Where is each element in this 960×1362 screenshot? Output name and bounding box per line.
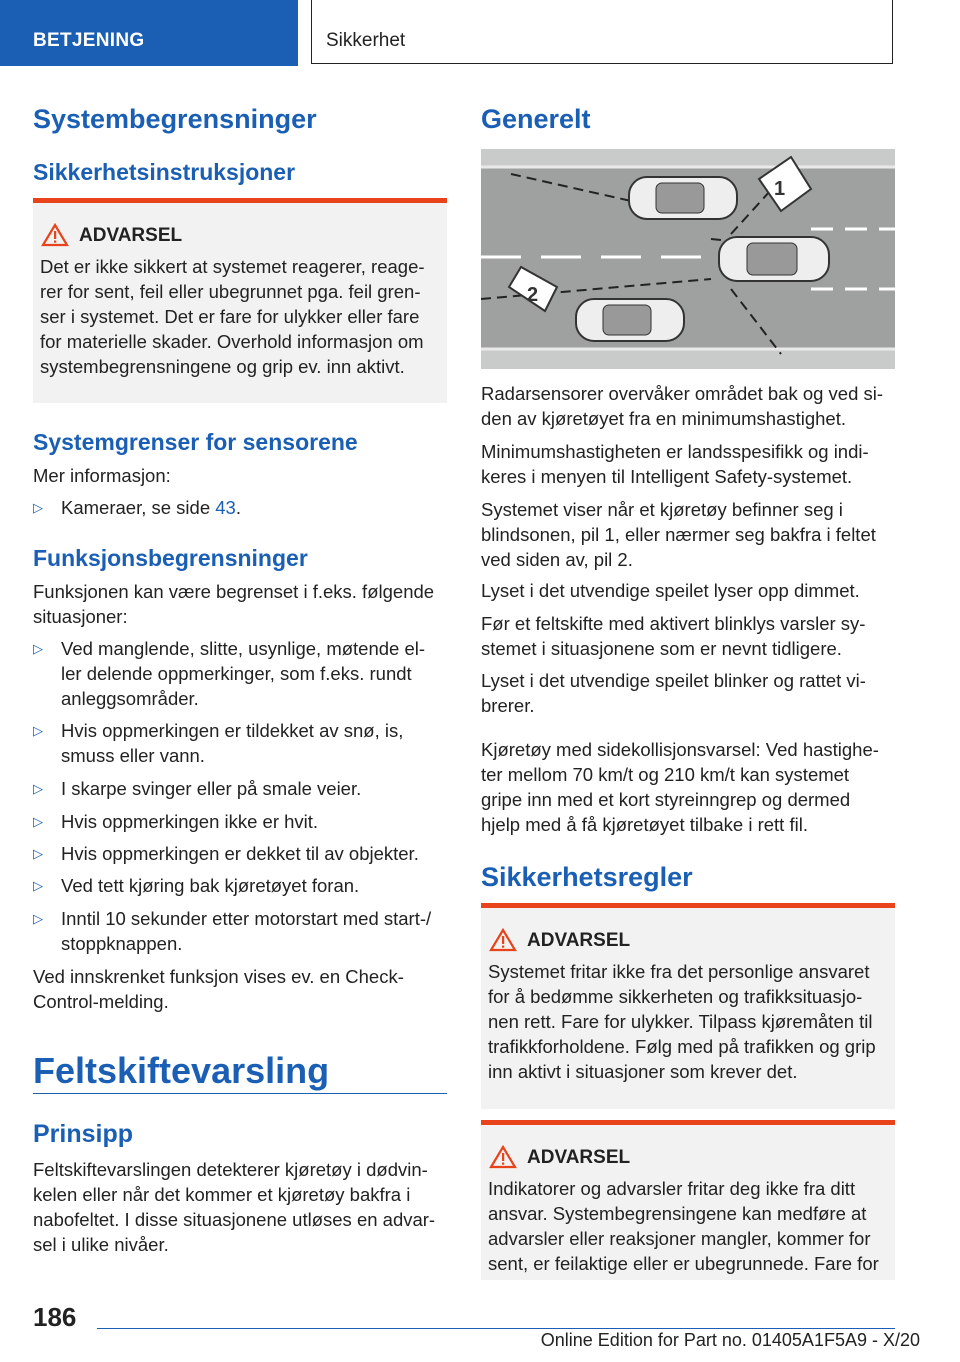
paragraph: Minimumshastigheten er landsspesifikk og indi- keres i menyen til Intelligent Safety-systemet.	[481, 441, 869, 487]
header-section-label: BETJENING	[33, 30, 145, 51]
check-control-note: Ved innskrenket funksjon vises ev. en Check- Control-melding.	[33, 966, 404, 1012]
warning-title: ADVARSEL	[79, 225, 183, 246]
paragraph: Før et feltskifte med aktivert blinklys varsler sy- stemet i situasjonene som er nevnt tidligere.	[481, 613, 866, 659]
heading-prinsipp: Prinsipp	[33, 1120, 134, 1148]
paragraph: Systemet viser når et kjøretøy befinner seg i blindsonen, pil 1, eller nærmer seg bakfra i feltet ved siden av, pil 2.	[481, 499, 876, 570]
heading-funksjonsbegrensninger: Funksjonsbegrensninger	[33, 545, 308, 571]
paragraph: Kjøretøy med sidekollisjonsvarsel: Ved hastighe- ter mellom 70 km/t og 210 km/t kan systemet gripe inn med et kort styreinngrep og dermed hjelp med å få kjøretøyet tilbake i rett fil.	[481, 739, 879, 835]
triangle-bullet-icon: ▷	[33, 911, 43, 926]
warning-text: Det er ikke sikkert at systemet reagerer, reage- rer for sent, feil eller ubegrunnet pga. feil gren- ser i systemet. Det er fare for ulykker eller fare for materielle skader. Overhold informasjon om systembegrensningene og grip ev. inn aktivt.	[40, 256, 425, 377]
warning-triangle-icon	[489, 928, 517, 952]
heading-systemgrenser: Systemgrenser for sensorene	[33, 429, 358, 455]
page-number: 186	[33, 1302, 77, 1332]
warning-text: Systemet fritar ikke fra det personlige ansvaret for å bedømme sikkerheten og trafikksituasjo- nen rett. Fare for ulykker. Tilpass kjøremåten til trafikkforholdene. Følg med på trafikken og grip inn aktivt i situasjoner som krever det.	[488, 961, 876, 1082]
header-subsection-label: Sikkerhet	[326, 30, 406, 51]
triangle-bullet-icon: ▷	[33, 846, 43, 861]
car-icon	[629, 177, 737, 219]
triangle-bullet-icon: ▷	[33, 781, 43, 796]
blind-spot-illustration	[481, 149, 895, 369]
warning-triangle-icon	[41, 223, 69, 247]
more-info-label: Mer informasjon:	[33, 465, 171, 486]
warning-triangle-icon	[489, 1145, 517, 1169]
heading-generelt: Generelt	[481, 104, 591, 134]
page-link-43[interactable]: 43	[215, 497, 236, 518]
svg-text:1: 1	[774, 178, 786, 200]
triangle-bullet-icon: ▷	[33, 641, 43, 656]
func-intro: Funksjonen kan være begrenset i f.eks. følgende situasjoner:	[33, 581, 435, 627]
section-divider	[33, 1093, 447, 1094]
car-icon	[719, 237, 829, 281]
header-subsection-box	[311, 0, 893, 64]
warning-title: ADVARSEL	[527, 1147, 631, 1168]
paragraph: Lyset i det utvendige speilet lyser opp dimmet.	[481, 580, 860, 601]
svg-text:2: 2	[527, 284, 539, 306]
paragraph: Radarsensorer overvåker området bak og ved si- den av kjøretøyet fra en minimumshastighet.	[481, 383, 884, 429]
warning-box-2	[481, 903, 895, 1109]
prinsipp-text: Feltskiftevarslingen detekterer kjøretøy i dødvin- kelen eller når det kommer et kjøretøy bakfra i nabofeltet. I disse situasjonene utløses en advar- sel i ulike nivåer.	[33, 1159, 436, 1255]
triangle-bullet-icon: ▷	[33, 878, 43, 893]
warning-text: Indikatorer og advarsler fritar deg ikke fra ditt ansvar. Systembegrensingene kan medføre at advarsler eller reaksjoner mangler, kommer for sent, er feilaktige eller er ubegrunnede. Fare for	[488, 1178, 879, 1274]
heading-systembegrensninger: Systembegrensninger	[33, 104, 317, 134]
heading-feltskiftevarsling: Feltskiftevarsling	[33, 1050, 330, 1091]
paragraph: Lyset i det utvendige speilet blinker og rattet vi- brerer.	[481, 670, 866, 716]
heading-sikkerhetsinstruksjoner: Sikkerhetsinstruksjoner	[33, 159, 296, 185]
warning-box-1	[33, 198, 447, 403]
footer-edition: Online Edition for Part no. 01405A1F5A9 - X/20	[540, 1330, 920, 1350]
heading-sikkerhetsregler: Sikkerhetsregler	[481, 862, 693, 892]
warning-box-3	[481, 1120, 895, 1280]
triangle-bullet-icon: ▷	[33, 723, 43, 738]
footer-divider	[97, 1328, 895, 1329]
header-section-tab	[0, 0, 298, 66]
triangle-bullet-icon: ▷	[33, 814, 43, 829]
car-icon	[576, 299, 684, 341]
triangle-bullet-icon: ▷	[33, 500, 43, 515]
warning-title: ADVARSEL	[527, 930, 631, 951]
